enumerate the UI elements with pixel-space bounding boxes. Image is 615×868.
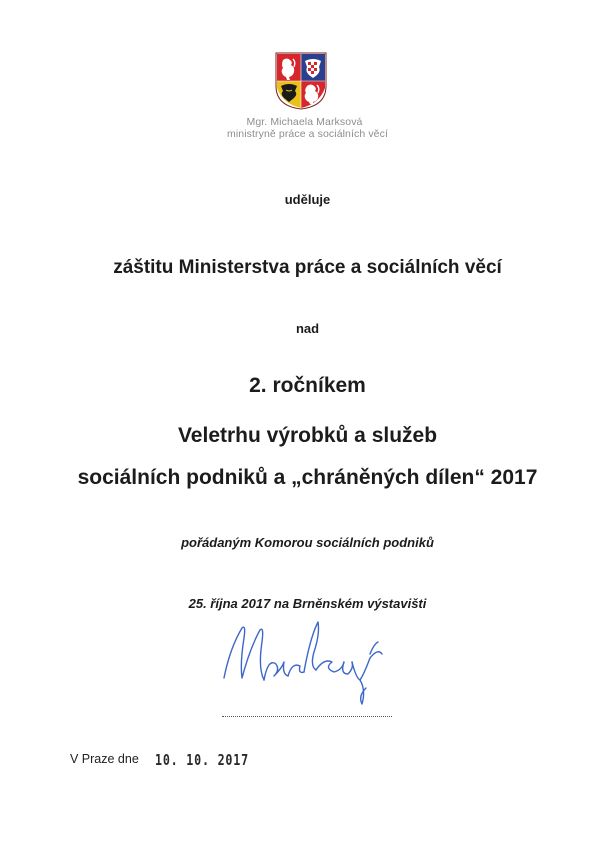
place-label: V Praze dne: [70, 752, 139, 766]
over-word: nad: [295, 321, 320, 336]
edition-line: 2. ročníkem: [249, 374, 366, 397]
grants-heading: uděluje: [284, 192, 331, 207]
patronage-line: záštitu Ministerstva práce a sociálních věcí: [113, 257, 502, 278]
coat-of-arms-icon: [275, 52, 327, 110]
signature-line: [222, 716, 392, 717]
handwritten-signature: [220, 618, 390, 710]
fair-name-line-2: sociálních podniků a „chráněných dílen“ 2017: [77, 466, 538, 489]
minister-title: ministryně práce a sociálních věcí: [227, 128, 388, 140]
date-stamp: 10. 10. 2017: [155, 751, 249, 769]
minister-name: Mgr. Michaela Marksová: [246, 116, 363, 128]
organizer-line: pořádaným Komorou sociálních podniků: [181, 535, 434, 550]
fair-name-line-1: Veletrhu výrobků a služeb: [177, 424, 438, 447]
date-place-line: 25. října 2017 na Brněnském výstavišti: [188, 596, 427, 611]
